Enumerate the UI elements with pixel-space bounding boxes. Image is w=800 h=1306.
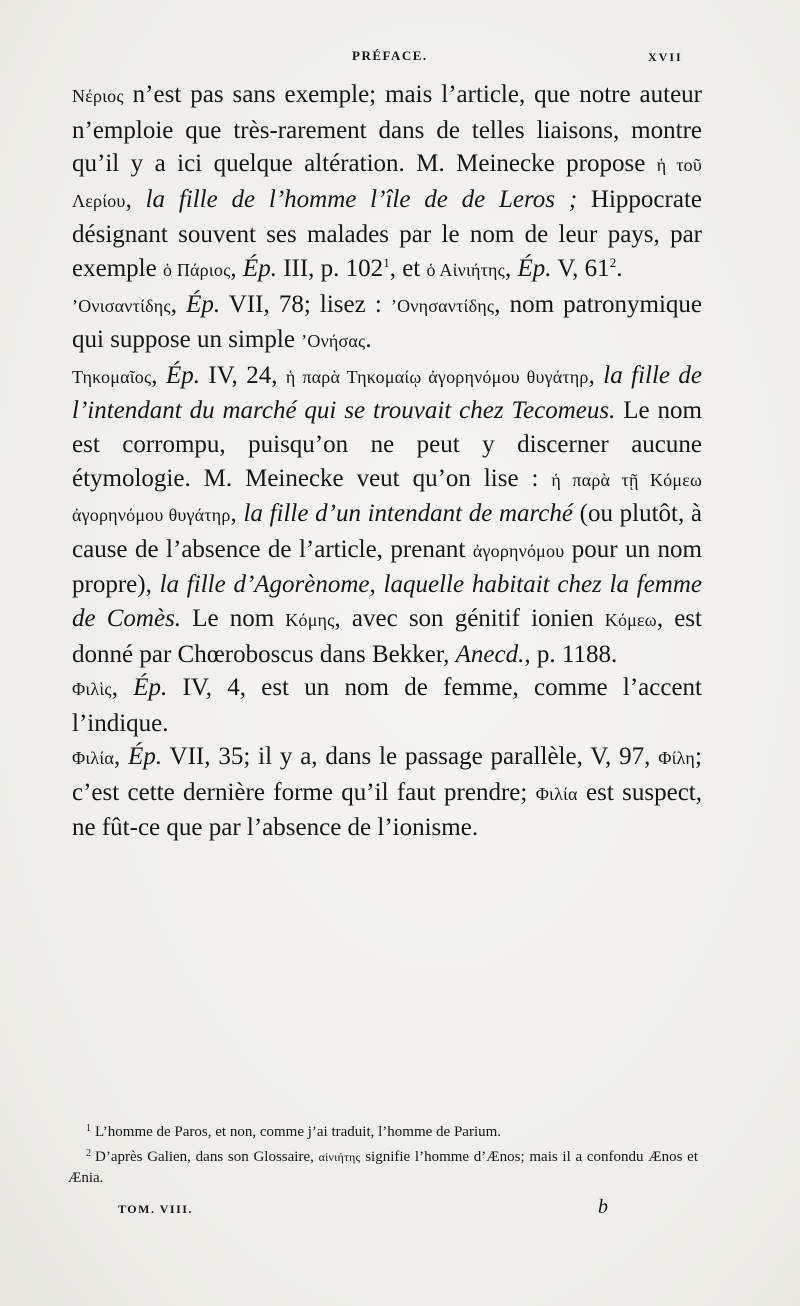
greek-term: Φιλὶς <box>72 679 112 700</box>
text-run: , p. 1188. <box>524 640 618 668</box>
signature-mark: b <box>598 1196 608 1218</box>
greek-term: ἡ παρὰ Τηκομαίῳ ἀγορηνόμου θυγάτηρ <box>285 366 589 387</box>
text-run: D’après Galien, dans son Glossaire, <box>95 1149 319 1165</box>
italic-text: la fille de l’intendant du marché qui se trouvait chez Tecomeus. <box>72 361 703 425</box>
text-run: L’homme de Paros, et non, comme j’ai traduit, l’homme de Parium. <box>95 1124 502 1140</box>
greek-term: ὁ Πάριος <box>162 259 231 280</box>
text-run: pour un nom propre), <box>72 535 703 599</box>
text-run: signifie l’homme d’Ænos; mais il a confondu Ænos et Ænia. <box>68 1149 698 1186</box>
text-run: , <box>588 361 604 389</box>
text-run: ; c’est cette dernière forme qu’il faut prendre; <box>72 743 702 806</box>
italic-text: la fille d’Agorènome, laquelle habitait chez la femme de Comès. <box>72 571 702 632</box>
text-run: , <box>230 254 243 282</box>
text-run: Le nom <box>181 604 286 632</box>
page-number: XVII <box>648 50 683 64</box>
italic-text: Ép. <box>186 290 221 318</box>
footnotes <box>68 1118 698 1189</box>
italic-text: Ép. <box>133 674 168 702</box>
paragraph <box>72 359 702 671</box>
greek-term: Κόμεω <box>604 609 657 630</box>
greek-term: Κόμης <box>285 609 335 630</box>
text-run: IV, 24, <box>199 361 286 389</box>
signature-line <box>0 1196 800 1226</box>
paragraph <box>72 78 702 288</box>
text-run: , avec son génitif ionien <box>334 604 605 632</box>
italic-text: Ép. <box>517 254 552 282</box>
footnote-mark: 1 <box>86 1123 91 1134</box>
greek-term: Φιλία <box>535 783 578 804</box>
greek-term: ἡ παρὰ τῇ Κόμεω ἀγορηνόμου θυγάτηρ <box>72 469 703 526</box>
text-run: , <box>111 674 134 702</box>
volume-label: TOM. VIII. <box>118 1202 193 1216</box>
text-run: V, 61 <box>551 254 610 282</box>
text-run: , <box>505 254 518 282</box>
greek-term: Φιλία <box>72 748 115 769</box>
text-run: , nom patronymique qui suppose un simple <box>72 290 702 354</box>
footnote-ref: 2 <box>609 254 617 270</box>
greek-term: Τηκομαῖος <box>72 366 152 387</box>
italic-text: la fille de l’homme l’île de de Leros ; <box>145 185 578 213</box>
italic-text: Ép. <box>128 743 163 771</box>
text-run: , <box>114 743 129 771</box>
text-run: n’est pas sans exemple; mais l’article, que notre auteur n’emploie que très-rarement dans de telles liaisons, montre qu’il y a ici quelque altération. M. Meinecke propose <box>72 81 702 178</box>
running-head <box>0 48 800 68</box>
text-run: VII, 78; lisez : <box>220 290 391 318</box>
text-run: . <box>365 326 372 354</box>
text-run: , <box>151 361 166 389</box>
greek-term: ’Ονισαντίδης <box>72 295 171 316</box>
text-run: , <box>230 500 244 528</box>
footnote-mark: 2 <box>86 1148 91 1159</box>
italic-text: Ép. <box>165 361 200 389</box>
text-run: IV, 4, est un nom de femme, comme l’accent l’indique. <box>72 674 702 737</box>
greek-term: ὁ Αἰνιήτης <box>426 259 506 280</box>
greek-term: ἡ τοῦ Λερίου <box>72 155 702 211</box>
greek-term: ’Ονήσας <box>301 331 366 352</box>
paragraph <box>72 671 702 740</box>
text-run: , est donné par Chœroboscus dans Bekker, <box>72 604 702 668</box>
greek-term: ’Ονησαντίδης <box>390 295 495 316</box>
italic-text: Ép. <box>242 254 277 282</box>
text-run: Le nom est corrompu, puisqu’on ne peut y discerner aucune étymologie. M. Meinecke veut qu’on lise : <box>72 397 702 492</box>
greek-term: ἀγορηνόμου <box>472 540 565 561</box>
text-run: , <box>125 185 146 213</box>
paragraph <box>72 288 702 359</box>
greek-term: Νέριος <box>72 86 124 106</box>
text-run: Hippocrate désignant souvent ses malades par le nom de leur pays, par exemple <box>72 185 702 282</box>
italic-text: Anecd. <box>455 640 525 668</box>
body-text <box>72 78 702 845</box>
text-run: (ou plutôt, à cause de l’absence de l’article, prenant <box>72 500 703 563</box>
greek-term: Φίλη <box>658 748 696 769</box>
running-head-title: PRÉFACE. <box>352 48 428 63</box>
text-run: . <box>616 254 623 282</box>
footnote-ref: 1 <box>383 254 390 270</box>
greek-term: αἰνιήτης <box>318 1150 361 1164</box>
text-run: est suspect, ne fût-ce que par l’absence de l’ionisme. <box>72 778 702 842</box>
text-run: , <box>170 290 187 318</box>
footnote <box>68 1143 698 1189</box>
text-run: III, p. 102 <box>276 254 384 282</box>
italic-text: la fille d’un intendant de marché <box>243 500 574 528</box>
footnote <box>68 1118 698 1143</box>
text-run: , et <box>389 254 427 282</box>
text-run: VII, 35; il y a, dans le passage parallèle, V, 97, <box>162 743 659 771</box>
paragraph <box>72 740 702 845</box>
